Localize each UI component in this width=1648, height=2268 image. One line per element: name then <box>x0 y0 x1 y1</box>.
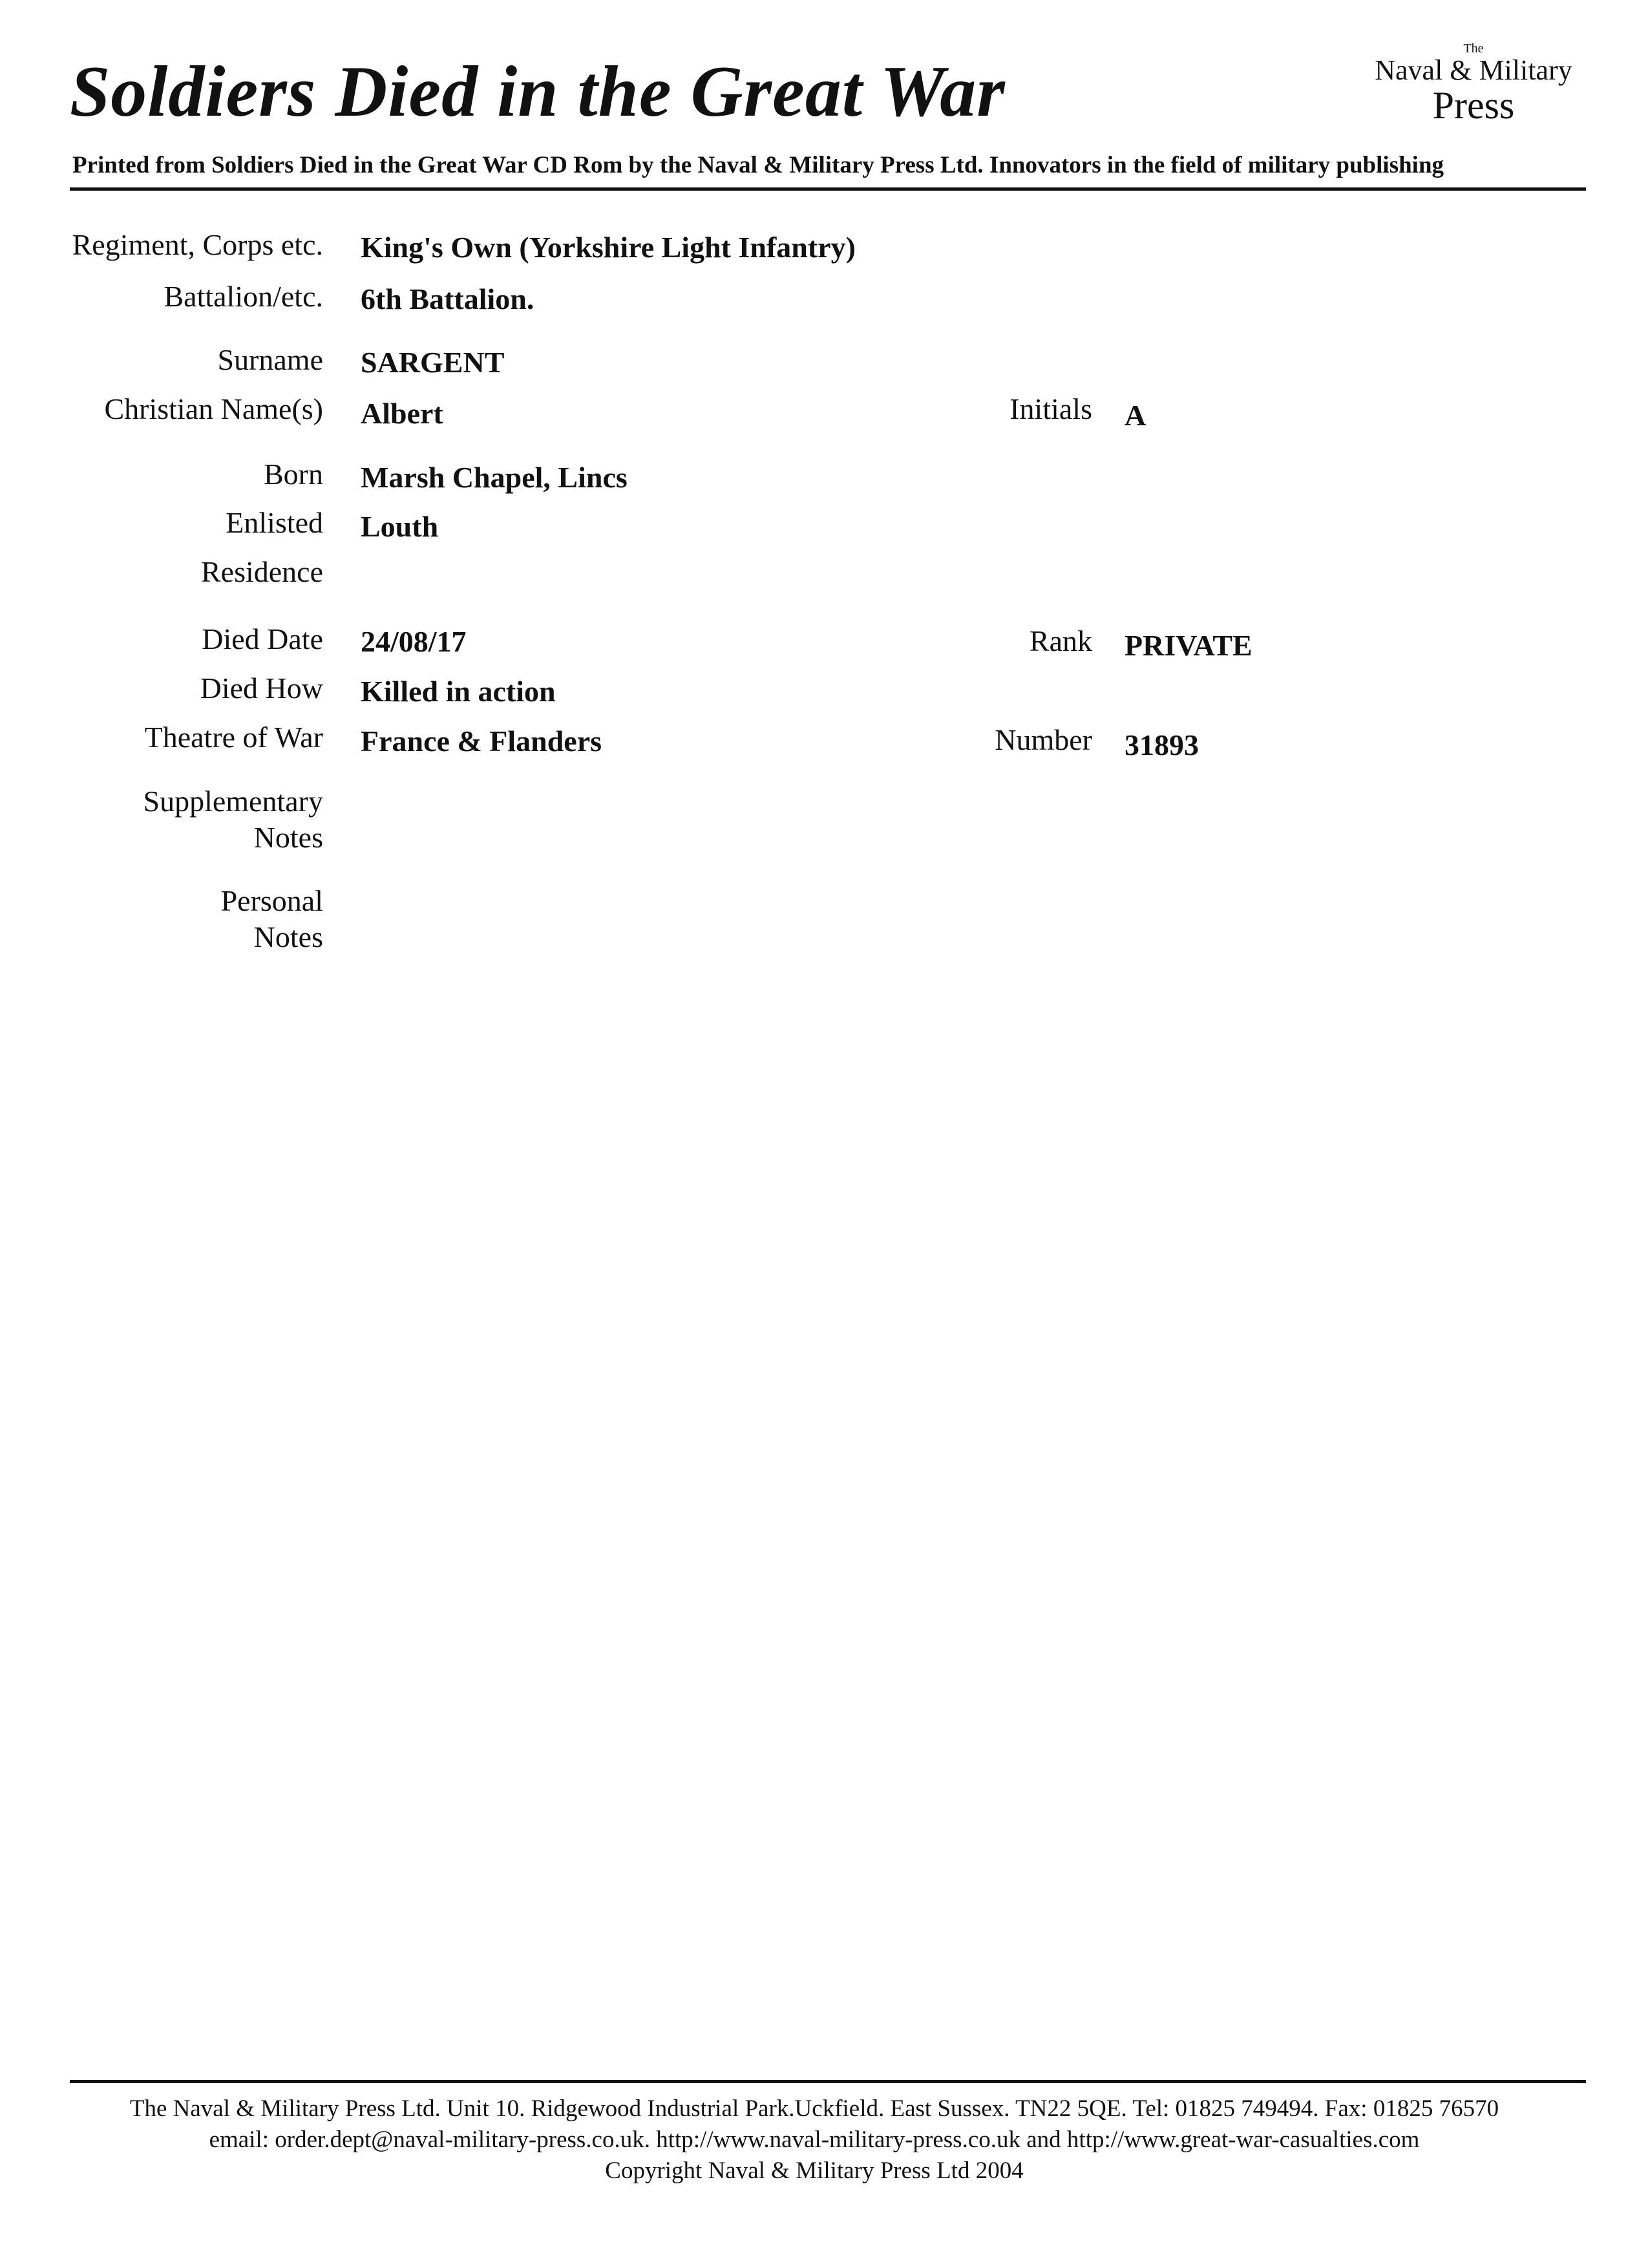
surname-value: SARGENT <box>361 346 505 379</box>
surname-label: Surname <box>217 343 323 376</box>
header-divider <box>70 187 1586 191</box>
supplementary-notes-label-line2: Notes <box>253 821 323 854</box>
personal-notes-label <box>221 883 323 955</box>
personal-notes-label-line2: Notes <box>253 920 323 953</box>
theatre-label: Theatre of War <box>144 721 323 754</box>
born-value: Marsh Chapel, Lincs <box>361 461 628 494</box>
page-title: Soldiers Died in the Great War <box>70 52 1006 132</box>
residence-label: Residence <box>200 555 323 588</box>
christian-names-value: Albert <box>361 397 443 430</box>
number-label: Number <box>995 723 1092 756</box>
died-how-label: Died How <box>200 672 323 705</box>
initials-label: Initials <box>1009 392 1092 425</box>
footer-copyright: Copyright Naval & Military Press Ltd 2004 <box>605 2157 1024 2184</box>
born-label: Born <box>264 458 323 491</box>
footer-address: The Naval & Military Press Ltd. Unit 10. Ridgewood Industrial Park.Uckfield. East Sussex. TN22 5QE. Tel: 01825 749494. Fax: 01825 76570 <box>129 2095 1499 2122</box>
regiment-value: King's Own (Yorkshire Light Infantry) <box>361 231 856 264</box>
logo-press: Press <box>1432 84 1515 127</box>
battalion-label: Battalion/etc. <box>164 280 323 313</box>
regiment-label: Regiment, Corps etc. <box>72 228 323 261</box>
died-date-label: Died Date <box>202 622 323 655</box>
tagline: Printed from Soldiers Died in the Great War CD Rom by the Naval & Military Press Ltd. Innovators in the field of military publishing <box>72 152 1444 178</box>
rank-value: PRIVATE <box>1125 629 1252 662</box>
logo-naval-military: Naval & Military <box>1375 54 1572 86</box>
publisher-logo <box>1364 41 1583 138</box>
supplementary-notes-label-line1: Supplementary <box>143 785 323 818</box>
battalion-value: 6th Battalion. <box>361 282 534 315</box>
footer-divider <box>70 2080 1586 2083</box>
died-date-value: 24/08/17 <box>361 625 467 658</box>
enlisted-value: Louth <box>361 510 439 543</box>
christian-names-label: Christian Name(s) <box>104 392 323 425</box>
died-how-value: Killed in action <box>361 675 556 708</box>
rank-label: Rank <box>1029 624 1092 657</box>
initials-value: A <box>1125 399 1146 432</box>
supplementary-notes-label <box>143 783 324 856</box>
logo-the: The <box>1463 41 1484 56</box>
personal-notes-label-line1: Personal <box>220 884 323 917</box>
number-value: 31893 <box>1125 728 1199 761</box>
footer-contact: email: order.dept@naval-military-press.co.uk. http://www.naval-military-press.co.uk and http://www.great-war-casualties.com <box>209 2126 1420 2153</box>
enlisted-label: Enlisted <box>226 506 323 539</box>
theatre-value: France & Flanders <box>361 725 602 758</box>
